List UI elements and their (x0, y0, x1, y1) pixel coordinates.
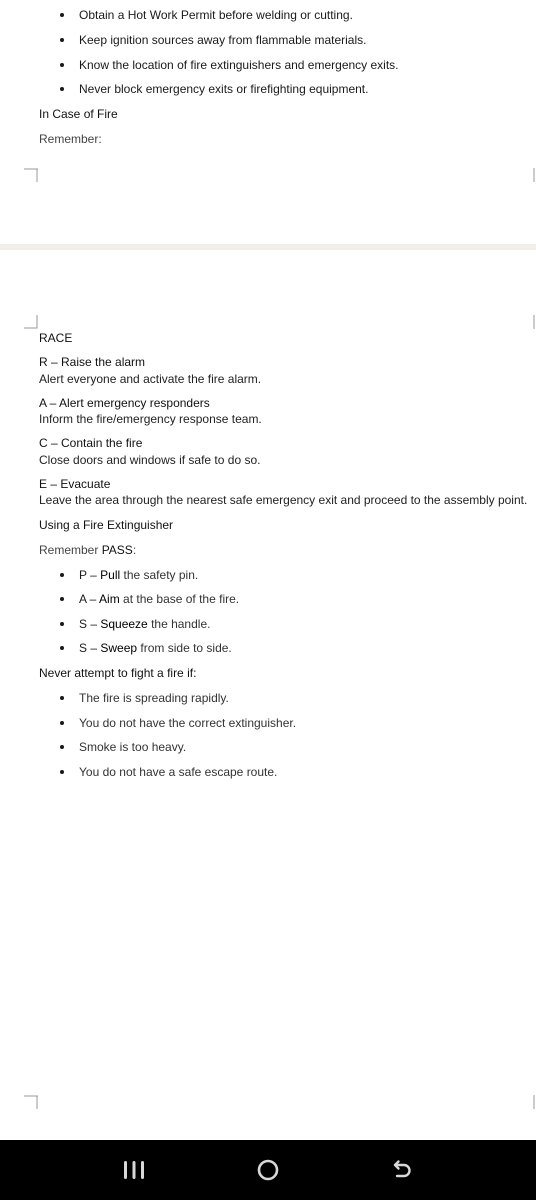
system-navigation-bar (0, 1140, 536, 1200)
pass-rest: at the base of the fire. (119, 592, 240, 606)
list-item: You do not have a safe escape route. (79, 765, 278, 779)
bullet-dot (60, 38, 64, 42)
remember-suffix: : (132, 543, 137, 557)
home-button[interactable] (238, 1140, 298, 1200)
race-step-body: Close doors and windows if safe to do so. (39, 453, 261, 467)
pass-item (79, 617, 210, 632)
pass-keyword: Pull (100, 568, 121, 582)
pass-letter: A – (79, 592, 100, 606)
list-item: Know the location of fire extinguishers and emergency exits. (79, 58, 399, 72)
race-step-heading: E – Evacuate (39, 477, 111, 491)
race-step-body: Inform the fire/emergency response team. (39, 412, 262, 426)
section-heading: Never attempt to fight a fire if: (39, 666, 197, 680)
margin-corner-mark (24, 1095, 38, 1109)
list-item: You do not have the correct extinguisher. (79, 716, 297, 730)
pass-keyword: Squeeze (100, 617, 148, 631)
race-step-body: Alert everyone and activate the fire alarm. (39, 372, 262, 386)
list-item: Obtain a Hot Work Permit before welding or cutting. (79, 8, 353, 22)
pass-acronym: PASS (101, 543, 133, 557)
bullet-dot (60, 721, 64, 725)
list-item: Keep ignition sources away from flammable materials. (79, 33, 367, 47)
bullet-dot (60, 770, 64, 774)
race-step-heading: A – Alert emergency responders (39, 396, 210, 410)
section-heading: In Case of Fire (39, 107, 118, 121)
remember-pass-line (39, 543, 136, 558)
bullet-dot (60, 745, 64, 749)
pass-letter: S – (79, 617, 101, 631)
remember-label: Remember: (39, 132, 102, 146)
bullet-dot (60, 696, 64, 700)
back-icon (391, 1159, 413, 1181)
bullet-dot (60, 87, 64, 91)
bullet-dot (60, 646, 64, 650)
race-title: RACE (39, 331, 73, 345)
pass-item (79, 592, 239, 607)
bullet-dot (60, 622, 64, 626)
pass-item (79, 568, 198, 583)
bullet-dot (60, 597, 64, 601)
pass-item (79, 641, 232, 656)
recent-apps-button[interactable] (104, 1140, 164, 1200)
pass-rest: the safety pin. (120, 568, 199, 582)
race-step-body: Leave the area through the nearest safe emergency exit and proceed to the assembly point. (39, 493, 528, 507)
pass-rest: from side to side. (137, 641, 232, 655)
pass-keyword: Aim (99, 592, 120, 606)
recent-apps-icon (123, 1160, 145, 1180)
section-heading: Using a Fire Extinguisher (39, 518, 174, 532)
race-step-heading: R – Raise the alarm (39, 355, 146, 369)
home-icon (256, 1158, 280, 1182)
back-button[interactable] (372, 1140, 432, 1200)
margin-corner-mark (24, 315, 38, 329)
margin-corner-mark (24, 168, 38, 182)
list-item: The fire is spreading rapidly. (79, 691, 229, 705)
pass-keyword: Sweep (100, 641, 138, 655)
page-separator (0, 244, 536, 250)
bullet-dot (60, 13, 64, 17)
bullet-dot (60, 63, 64, 67)
list-item: Smoke is too heavy. (79, 740, 187, 754)
pass-rest: the handle. (147, 617, 211, 631)
remember-prefix: Remember (39, 543, 102, 557)
pass-letter: S – (79, 641, 101, 655)
bullet-dot (60, 573, 64, 577)
race-step-heading: C – Contain the fire (39, 436, 143, 450)
list-item: Never block emergency exits or firefighting equipment. (79, 82, 369, 96)
pass-letter: P – (79, 568, 101, 582)
